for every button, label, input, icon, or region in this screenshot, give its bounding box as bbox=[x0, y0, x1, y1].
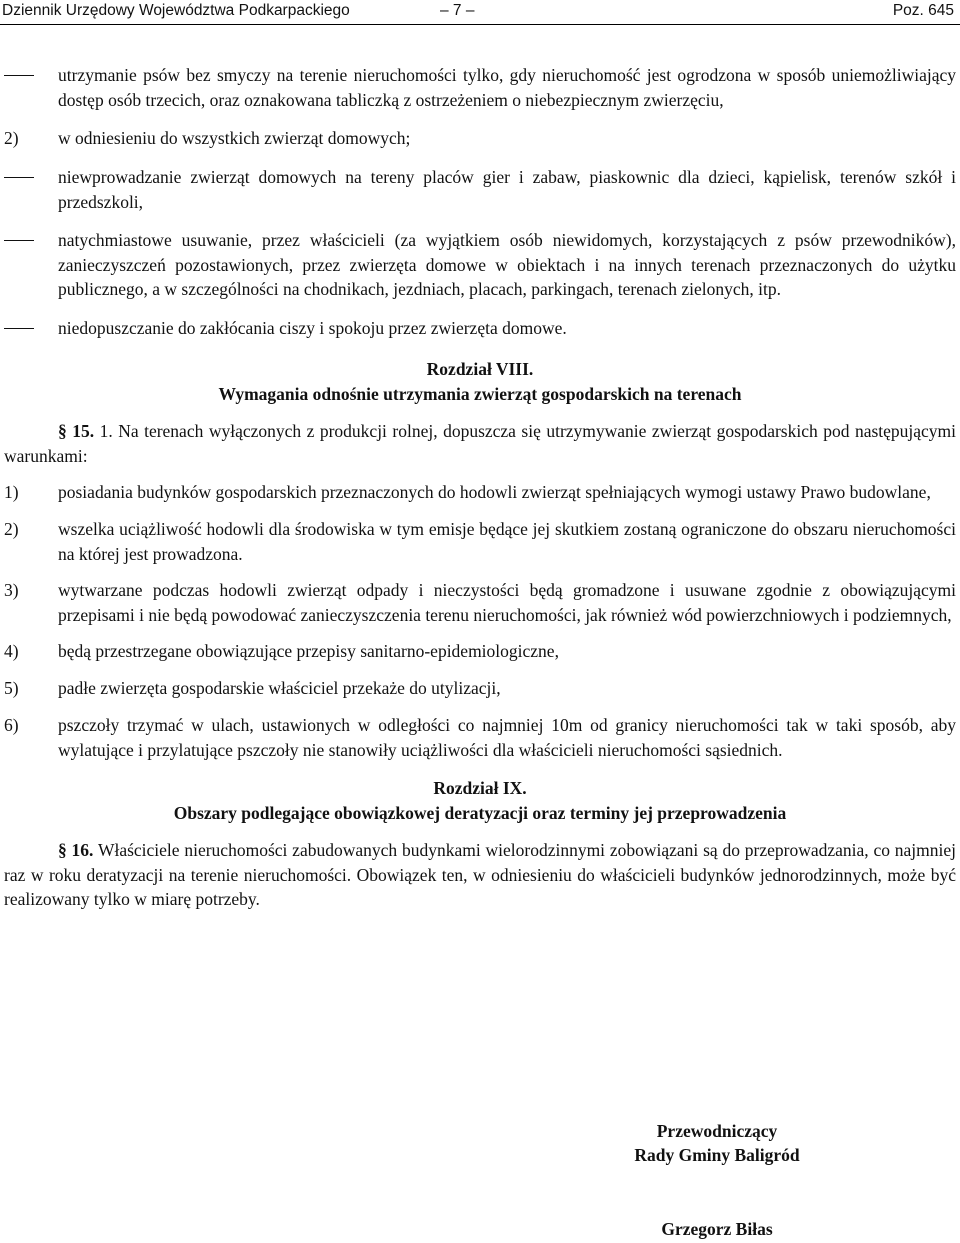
condition-item bbox=[4, 480, 956, 505]
list-item-dash bbox=[4, 228, 956, 302]
signature-role-2: Rady Gminy Baligród bbox=[634, 1145, 800, 1165]
condition-number: 3) bbox=[4, 580, 19, 600]
condition-text: wszelka uciążliwość hodowli dla środowiska w tym emisje będące jej skutkiem zostaną ograniczone do obszaru nieruchomości na której jest prowadzona. bbox=[58, 519, 956, 564]
list-item-text: utrzymanie psów bez smyczy na terenie nieruchomości tylko, gdy nieruchomość jest ogrodzona w sposób uniemożliwiający dostęp osób trzecich, oraz oznakowana tabliczką z ostrzeżeniem o niebezpiecznym zwierzęciu, bbox=[58, 65, 956, 110]
condition-text: pszczoły trzymać w ulach, ustawionych w odległości co najmniej 10m od granicy nieruchomości tak w taki sposób, aby wylatujące i przylatujące pszczoły nie stanowiły uciążliwości dla właścicieli nieruchomości sąsiednich. bbox=[58, 715, 956, 760]
condition-number: 5) bbox=[4, 678, 19, 698]
dash-marker bbox=[4, 228, 34, 253]
list-item-point bbox=[4, 126, 956, 151]
page-header bbox=[0, 0, 960, 25]
point-number: 2) bbox=[4, 128, 19, 148]
paragraph-15 bbox=[4, 419, 956, 468]
chapter-8-title: Wymagania odnośnie utrzymania zwierząt gospodarskich na terenach bbox=[218, 384, 742, 404]
chapter-9-number: Rozdział IX. bbox=[433, 778, 527, 798]
page-number: – 7 – bbox=[440, 2, 475, 19]
list-item-text: w odniesieniu do wszystkich zwierząt domowych; bbox=[58, 128, 411, 148]
condition-item bbox=[4, 578, 956, 627]
list-item-dash bbox=[4, 165, 956, 214]
list-item-dash bbox=[4, 63, 956, 112]
condition-number: 6) bbox=[4, 715, 19, 735]
chapter-8-number: Rozdział VIII. bbox=[426, 359, 534, 379]
condition-number: 1) bbox=[4, 482, 19, 502]
condition-item bbox=[4, 676, 956, 701]
condition-number: 4) bbox=[4, 641, 19, 661]
paragraph-label: § 16. bbox=[58, 840, 94, 860]
paragraph-label: § 15. bbox=[58, 421, 95, 441]
condition-text: wytwarzane podczas hodowli zwierząt odpady i nieczystości będą gromadzone i usuwane zgodnie z obowiązującymi przepisami i nie będą powodować zanieczyszczenia terenu nieruchomości, jak również wód powierzchniowych i podziemnych, bbox=[58, 580, 956, 625]
paragraph-text: Właściciele nieruchomości zabudowanych budynkami wielorodzinnymi zobowiązani są do przeprowadzania, co najmniej raz w roku deratyzacji na terenie nieruchomości. Obowiązek ten, w odniesieniu do właścicieli budynków jednorodzinnych, może być realizowany tylko w miarę potrzeby. bbox=[4, 840, 957, 909]
dash-marker bbox=[4, 316, 34, 341]
signature-name: Grzegorz Biłas bbox=[661, 1219, 773, 1239]
paragraph-text: Na terenach wyłączonych z produkcji rolnej, dopuszcza się utrzymywanie zwierząt gospodarskich pod następującymi warunkami: bbox=[4, 421, 957, 466]
dash-marker bbox=[4, 63, 34, 88]
list-item-dash bbox=[4, 316, 956, 341]
dash-marker bbox=[4, 165, 34, 190]
condition-number: 2) bbox=[4, 519, 19, 539]
list-item-text: niedopuszczanie do zakłócania ciszy i spokoju przez zwierzęta domowe. bbox=[58, 318, 567, 338]
paragraph-subnumber: 1. bbox=[99, 421, 113, 441]
condition-item bbox=[4, 517, 956, 566]
signature-role-1: Przewodniczący bbox=[656, 1121, 778, 1141]
paragraph-16 bbox=[4, 838, 956, 912]
condition-item bbox=[4, 639, 956, 664]
condition-item bbox=[4, 713, 956, 762]
chapter-9-title: Obszary podlegające obowiązkowej deratyzacji oraz terminy jej przeprowadzenia bbox=[173, 803, 787, 823]
condition-text: padłe zwierzęta gospodarskie właściciel przekaże do utylizacji, bbox=[58, 678, 501, 698]
condition-text: będą przestrzegane obowiązujące przepisy sanitarno-epidemiologiczne, bbox=[58, 641, 559, 661]
list-item-text: natychmiastowe usuwanie, przez właścicieli (za wyjątkiem osób niewidomych, korzystających z psów przewodników), zanieczyszczeń pozostawionych, przez zwierzęta domowe w obiektach i na innych terenach przeznaczonych do użytku publicznego, a w szczególności na chodnikach, jezdniach, placach, parkingach, terenach zielonych, itp. bbox=[58, 230, 956, 299]
position-number: Poz. 645 bbox=[892, 2, 954, 19]
condition-text: posiadania budynków gospodarskich przeznaczonych do hodowli zwierząt spełniających wymogi ustawy Prawo budowlane, bbox=[58, 482, 931, 502]
list-item-text: niewprowadzanie zwierząt domowych na tereny placów gier i zabaw, piaskownic dla dzieci, kąpielisk, terenów szkół i przedszkoli, bbox=[58, 167, 956, 212]
journal-title: Dziennik Urzędowy Województwa Podkarpackiego bbox=[2, 2, 350, 19]
